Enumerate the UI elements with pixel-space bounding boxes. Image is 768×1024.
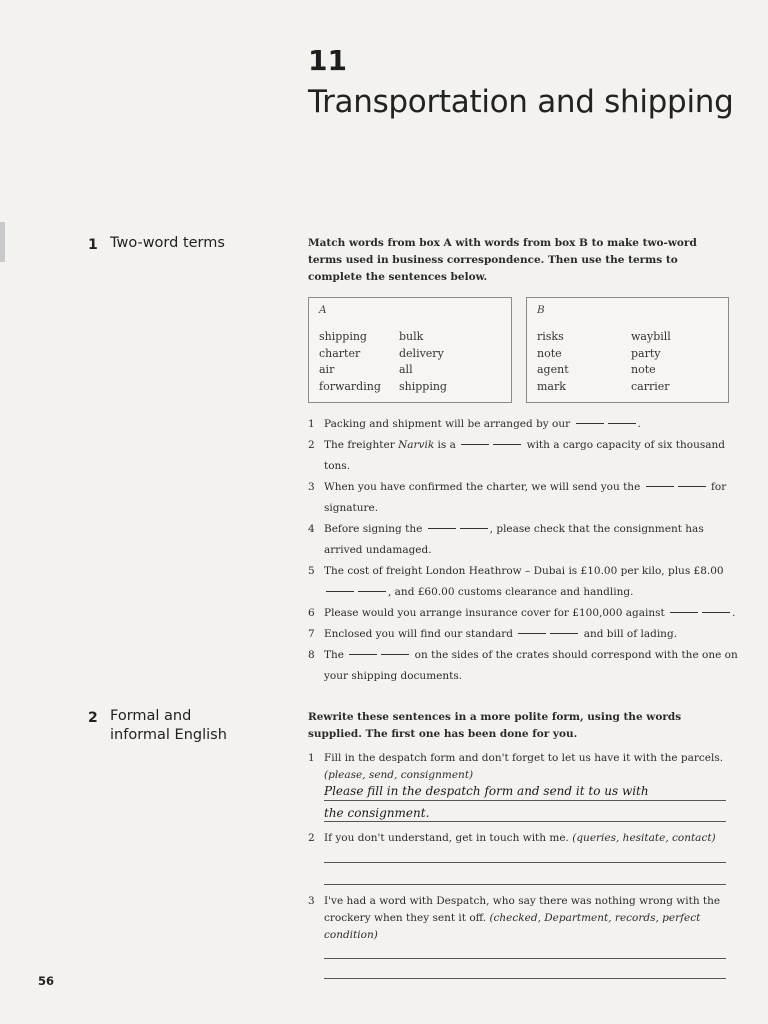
answer-line[interactable] <box>324 862 726 863</box>
sentence-text: The freighter <box>324 439 399 451</box>
section-2-instruction: Rewrite these sentences in a more polite form, using the words supplied. The first one has been done for you. <box>308 711 682 740</box>
sentence-text: for signature. <box>324 481 727 514</box>
rewrite-item-2 <box>308 830 728 847</box>
answer-blank[interactable] <box>576 422 604 424</box>
answer-blank[interactable] <box>518 632 546 634</box>
scan-edge-mark <box>0 222 5 262</box>
word-box-b <box>526 297 729 403</box>
box-b-word: mark <box>537 379 566 393</box>
answer-line[interactable] <box>324 800 726 801</box>
answer-blank[interactable] <box>550 632 578 634</box>
box-a-words <box>319 330 499 396</box>
sentence-text: The cost of freight London Heathrow – Dubai is £10.00 per kilo, plus £8.00 <box>324 565 724 577</box>
answer-blank[interactable] <box>678 485 706 487</box>
box-b-word: agent <box>537 363 569 376</box>
chapter-title: Transportation and shipping <box>308 84 734 120</box>
rewrite-sentence: If you don't understand, get in touch with me. <box>324 832 569 844</box>
ship-name: Narvik <box>398 439 435 451</box>
sentence-item <box>308 603 738 624</box>
box-a-word: delivery <box>399 346 444 360</box>
box-a-word: shipping <box>319 330 367 343</box>
rewrite-sentence: I've had a word with Despatch, who say there was nothing wrong with the crockery when they sent it off. <box>324 895 721 924</box>
answer-blank[interactable] <box>493 443 521 445</box>
answer-blank[interactable] <box>326 590 354 592</box>
answer-blank[interactable] <box>460 527 488 529</box>
sentence-text: Please would you arrange insurance cover for £100,000 against <box>324 607 665 619</box>
answer-line[interactable] <box>324 978 726 979</box>
rewrite-item-3 <box>308 893 728 944</box>
sentence-text: and bill of lading. <box>583 628 677 640</box>
box-a-word: charter <box>319 346 361 360</box>
box-b-word: waybill <box>631 330 671 343</box>
sentence-text: . <box>637 418 641 430</box>
item-number: 5 <box>308 565 315 577</box>
sentence-text: Enclosed you will find our standard <box>324 628 514 640</box>
item-number: 2 <box>308 832 315 844</box>
sentence-text: Before signing the <box>324 523 423 535</box>
rewrite-sentence: Fill in the despatch form and don't forget to let us have it with the parcels. <box>324 752 724 764</box>
sentence-text: is a <box>434 439 456 451</box>
chapter-number: 11 <box>308 44 347 77</box>
sentence-text: , and £60.00 customs clearance and handling. <box>388 586 634 598</box>
box-b-words <box>537 330 731 396</box>
section-1-title: Two-word terms <box>110 235 225 251</box>
sentence-text: Packing and shipment will be arranged by our <box>324 418 571 430</box>
page-number: 56 <box>38 974 55 988</box>
sentence-text: . <box>732 607 736 619</box>
sentence-item <box>308 645 738 687</box>
answer-blank[interactable] <box>702 611 730 613</box>
item-number: 6 <box>308 607 315 619</box>
sentence-item <box>308 624 738 645</box>
sentence-text: on the sides of the crates should correspond with the one on your shipping documents. <box>324 649 738 682</box>
answer-blank[interactable] <box>608 422 636 424</box>
section-2-number: 2 <box>88 710 98 726</box>
sentence-item <box>308 477 738 519</box>
section-1-heading <box>88 234 225 253</box>
sentence-item <box>308 561 738 603</box>
word-box-a <box>308 297 512 403</box>
sentence-text: , please check that the consignment has arrived undamaged. <box>324 523 704 556</box>
answer-blank[interactable] <box>428 527 456 529</box>
answer-blank[interactable] <box>646 485 674 487</box>
sentence-item <box>308 435 738 477</box>
sentence-item <box>308 414 738 435</box>
box-b-word: note <box>631 363 656 376</box>
box-a-word: all <box>399 363 413 376</box>
answer-blank[interactable] <box>349 653 377 655</box>
item-number: 2 <box>308 439 315 451</box>
section-2-title-line: informal English <box>110 727 227 743</box>
section-1-instruction: Match words from box A with words from box B to make two-word terms used in business correspondence. Then use the terms to complete the sentences below. <box>308 237 697 283</box>
section-2-title <box>110 707 227 745</box>
sentence-text: When you have confirmed the charter, we will send you the <box>324 481 641 493</box>
section-1-sentences <box>308 414 738 687</box>
answer-blank[interactable] <box>461 443 489 445</box>
word-hint: (queries, hesitate, contact) <box>572 832 716 844</box>
item-number: 4 <box>308 523 315 535</box>
box-b-word: risks <box>537 330 564 343</box>
section-2-title-line: Formal and <box>110 708 192 724</box>
item-number: 1 <box>308 752 315 764</box>
item-number: 7 <box>308 628 315 640</box>
item-number: 3 <box>308 481 315 493</box>
box-b-label: B <box>537 304 545 316</box>
section-2-heading <box>88 707 227 743</box>
section-1-number: 1 <box>88 237 98 253</box>
box-a-label: A <box>319 304 327 316</box>
sentence-text: The <box>324 649 344 661</box>
answer-blank[interactable] <box>358 590 386 592</box>
answer-line[interactable] <box>324 958 726 959</box>
item-number: 8 <box>308 649 315 661</box>
answer-line[interactable] <box>324 821 726 822</box>
word-hint: (checked, Department, records, perfect condition) <box>324 912 701 941</box>
box-a-word: forwarding <box>319 379 381 393</box>
sentence-item <box>308 519 738 561</box>
handwritten-answer: Please fill in the despatch form and send it to us with <box>324 784 649 798</box>
item-number: 1 <box>308 418 315 430</box>
box-b-word: note <box>537 346 562 360</box>
box-b-word: party <box>631 346 661 360</box>
item-number: 3 <box>308 895 315 907</box>
word-hint: (please, send, consignment) <box>324 769 474 781</box>
box-b-word: carrier <box>631 379 670 393</box>
box-a-word: bulk <box>399 330 424 343</box>
box-a-word: shipping <box>399 379 447 393</box>
answer-line[interactable] <box>324 884 726 885</box>
answer-blank[interactable] <box>381 653 409 655</box>
box-a-word: air <box>319 363 335 376</box>
rewrite-item-1 <box>308 750 728 784</box>
answer-blank[interactable] <box>670 611 698 613</box>
sentence-text: with a cargo capacity of six thousand tons. <box>324 439 725 472</box>
handwritten-answer: the consignment. <box>324 806 430 820</box>
